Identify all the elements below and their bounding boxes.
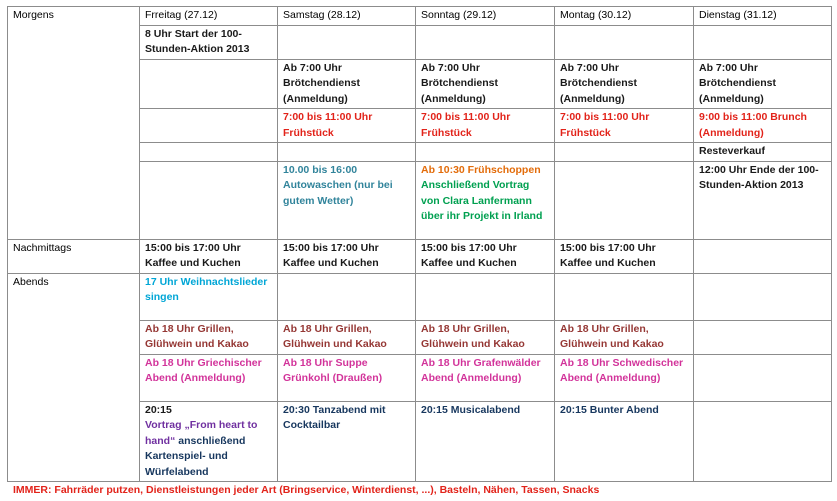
empty-cell	[694, 25, 832, 59]
fruehschoppen-text: Ab 10:30 Frühschoppen	[421, 163, 541, 176]
empty-cell	[555, 161, 694, 239]
empty-cell	[278, 273, 416, 320]
cell-sun-grillen: Ab 18 Uhr Grillen, Glühwein und Kakao	[416, 320, 555, 354]
cell-mon-fruehstueck: 7:00 bis 11:00 Uhr Frühstück	[555, 109, 694, 143]
cell-fri-kaffee: 15:00 bis 17:00 Uhr Kaffee und Kuchen	[140, 239, 278, 273]
cell-sun-fruehstueck: 7:00 bis 11:00 Uhr Frühstück	[416, 109, 555, 143]
empty-cell	[416, 273, 555, 320]
empty-cell	[278, 25, 416, 59]
section-label-abends: Abends	[8, 273, 140, 482]
empty-cell	[416, 143, 555, 162]
cell-tue-resteverkauf: Resteverkauf	[694, 143, 832, 162]
cell-tue-brunch: 9:00 bis 11:00 Brunch (Anmeldung)	[694, 109, 832, 143]
schedule-row	[8, 239, 832, 273]
day-header-monday: Montag (30.12)	[555, 7, 694, 26]
cell-sun-fruehschoppen	[416, 161, 555, 239]
cell-fri-start: 8 Uhr Start der 100-Stunden-Aktion 2013	[140, 25, 278, 59]
cell-mon-bunter: 20:15 Bunter Abend	[555, 401, 694, 482]
cell-sat-broetchen: Ab 7:00 Uhr Brötchendienst (Anmeldung)	[278, 59, 416, 109]
empty-cell	[555, 143, 694, 162]
cell-sat-fruehstueck: 7:00 bis 11:00 Uhr Frühstück	[278, 109, 416, 143]
vortrag-irland-text: Anschließend Vortrag von Clara Lanfermann über ihr Projekt in Irland	[421, 179, 543, 222]
vortrag-time: 20:15	[145, 403, 172, 416]
cell-sun-broetchen: Ab 7:00 Uhr Brötchendienst (Anmeldung)	[416, 59, 555, 109]
cell-fri-vortrag	[140, 401, 278, 482]
empty-cell	[140, 59, 278, 109]
cell-mon-broetchen: Ab 7:00 Uhr Brötchendienst (Anmeldung)	[555, 59, 694, 109]
empty-cell	[694, 401, 832, 482]
empty-cell	[140, 109, 278, 143]
cell-fri-weihnachtslieder: 17 Uhr Weihnachtslieder singen	[140, 273, 278, 320]
cell-sat-autowaschen: 10.00 bis 16:00 Autowaschen (nur bei gutem Wetter)	[278, 161, 416, 239]
cell-sun-musical: 20:15 Musicalabend	[416, 401, 555, 482]
day-header-friday: Frreitag (27.12)	[140, 7, 278, 26]
empty-cell	[416, 25, 555, 59]
cell-fri-grillen: Ab 18 Uhr Grillen, Glühwein und Kakao	[140, 320, 278, 354]
vortrag-rest: anschließend Kartenspiel- und Würfelabend	[145, 434, 246, 478]
day-header-sunday: Sonntag (29.12)	[416, 7, 555, 26]
footer-note: IMMER: Fahrräder putzen, Dienstleistungen jeder Art (Bringservice, Winterdienst, ...), Basteln, Nähen, Tassen, Snacks	[13, 484, 600, 496]
cell-sat-tanzabend: 20:30 Tanzabend mit Cocktailbar	[278, 401, 416, 482]
cell-mon-kaffee: 15:00 bis 17:00 Uhr Kaffee und Kuchen	[555, 239, 694, 273]
cell-fri-griechisch: Ab 18 Uhr Griechischer Abend (Anmeldung)	[140, 354, 278, 401]
empty-cell	[694, 273, 832, 320]
empty-cell	[555, 273, 694, 320]
cell-mon-schwedisch: Ab 18 Uhr Schwedischer Abend (Anmeldung)	[555, 354, 694, 401]
cell-sat-suppe: Ab 18 Uhr Suppe Grünkohl (Draußen)	[278, 354, 416, 401]
empty-cell	[694, 354, 832, 401]
cell-sat-kaffee: 15:00 bis 17:00 Uhr Kaffee und Kuchen	[278, 239, 416, 273]
cell-tue-ende: 12:00 Uhr Ende der 100-Stunden-Aktion 2013	[694, 161, 832, 239]
cell-mon-grillen: Ab 18 Uhr Grillen, Glühwein und Kakao	[555, 320, 694, 354]
cell-sun-kaffee: 15:00 bis 17:00 Uhr Kaffee und Kuchen	[416, 239, 555, 273]
cell-tue-broetchen: Ab 7:00 Uhr Brötchendienst (Anmeldung)	[694, 59, 832, 109]
empty-cell	[140, 161, 278, 239]
day-header-tuesday: Dienstag (31.12)	[694, 7, 832, 26]
empty-cell	[278, 143, 416, 162]
day-header-saturday: Samstag (28.12)	[278, 7, 416, 26]
header-row	[8, 7, 832, 26]
empty-cell	[140, 143, 278, 162]
cell-sun-grafenwald: Ab 18 Uhr Grafenwälder Abend (Anmeldung)	[416, 354, 555, 401]
schedule-table	[7, 6, 832, 482]
empty-cell	[555, 25, 694, 59]
section-label-morgens: Morgens	[8, 7, 140, 240]
cell-sat-grillen: Ab 18 Uhr Grillen, Glühwein und Kakao	[278, 320, 416, 354]
empty-cell	[694, 320, 832, 354]
vortrag-title: Vortrag „From heart to hand“	[145, 419, 258, 447]
section-label-nachmittags: Nachmittags	[8, 239, 140, 273]
empty-cell	[694, 239, 832, 273]
schedule-row	[8, 273, 832, 320]
